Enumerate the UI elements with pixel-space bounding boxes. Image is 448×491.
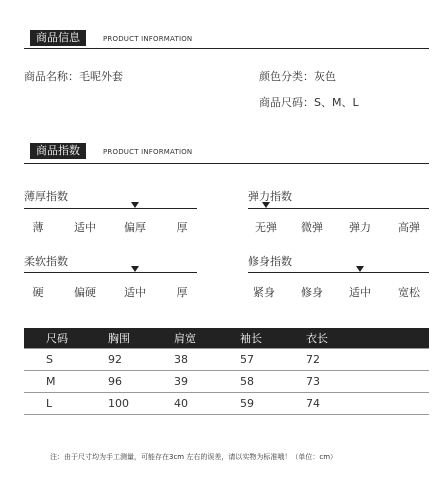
index-option: 偏厚 — [124, 221, 146, 234]
table-cell: S — [24, 349, 108, 371]
index-option: 适中 — [349, 286, 371, 299]
index-title-softness: 柔软指数 — [24, 255, 68, 268]
section-label-product-index: 商品指数 — [30, 143, 86, 159]
index-marker — [131, 202, 139, 208]
section-divider — [24, 48, 429, 49]
index-marker — [356, 266, 364, 272]
index-option: 硬 — [32, 286, 44, 299]
index-option: 薄 — [32, 221, 44, 234]
product-sizes: 商品尺码：S、M、L — [259, 96, 359, 109]
table-cell: M — [24, 371, 108, 393]
table-cell: 58 — [240, 371, 306, 393]
table-cell: 96 — [108, 371, 174, 393]
table-cell: 57 — [240, 349, 306, 371]
section-label-en: PRODUCT INFORMATION — [103, 35, 193, 43]
table-row — [24, 393, 429, 415]
table-cell: 72 — [306, 349, 429, 371]
section-divider — [24, 163, 429, 164]
product-color: 颜色分类：灰色 — [259, 70, 336, 83]
table-cell: 40 — [174, 393, 240, 415]
table-header: 肩宽 — [174, 328, 240, 349]
table-header-row — [24, 328, 429, 349]
section-label-product-info: 商品信息 — [30, 30, 86, 46]
index-scale-track — [24, 272, 197, 273]
table-cell: 39 — [174, 371, 240, 393]
index-option: 修身 — [301, 286, 323, 299]
product-name: 商品名称：毛呢外套 — [24, 70, 123, 83]
index-option: 无弹 — [255, 221, 277, 234]
measurement-note: 注：由于尺寸均为手工测量，可能存在3cm 左右的误差，请以实物为标准哦！（单位：cm） — [50, 453, 338, 461]
index-option: 适中 — [74, 221, 96, 234]
index-option: 厚 — [176, 221, 188, 234]
size-table — [24, 328, 429, 415]
index-title-fit: 修身指数 — [248, 255, 292, 268]
table-cell: 59 — [240, 393, 306, 415]
table-header: 袖长 — [240, 328, 306, 349]
index-option: 弹力 — [349, 221, 371, 234]
table-cell: L — [24, 393, 108, 415]
index-option: 微弹 — [301, 221, 323, 234]
table-header: 胸围 — [108, 328, 174, 349]
table-cell: 100 — [108, 393, 174, 415]
index-option: 紧身 — [253, 286, 275, 299]
index-option: 高弹 — [398, 221, 420, 234]
index-scale-track — [24, 208, 197, 209]
index-scale-track — [248, 208, 429, 209]
section-label-en: PRODUCT INFORMATION — [103, 148, 193, 156]
index-option: 偏硬 — [74, 286, 96, 299]
index-marker — [262, 202, 270, 208]
table-row — [24, 371, 429, 393]
index-option: 厚 — [176, 286, 188, 299]
index-title-elasticity: 弹力指数 — [248, 190, 292, 203]
table-cell: 92 — [108, 349, 174, 371]
table-header: 衣长 — [306, 328, 429, 349]
table-row — [24, 349, 429, 371]
table-cell: 73 — [306, 371, 429, 393]
index-title-thickness: 薄厚指数 — [24, 190, 68, 203]
table-cell: 74 — [306, 393, 429, 415]
index-option: 适中 — [124, 286, 146, 299]
table-cell: 38 — [174, 349, 240, 371]
index-marker — [131, 266, 139, 272]
index-option: 宽松 — [398, 286, 420, 299]
table-header: 尺码 — [24, 328, 108, 349]
index-scale-track — [248, 272, 429, 273]
